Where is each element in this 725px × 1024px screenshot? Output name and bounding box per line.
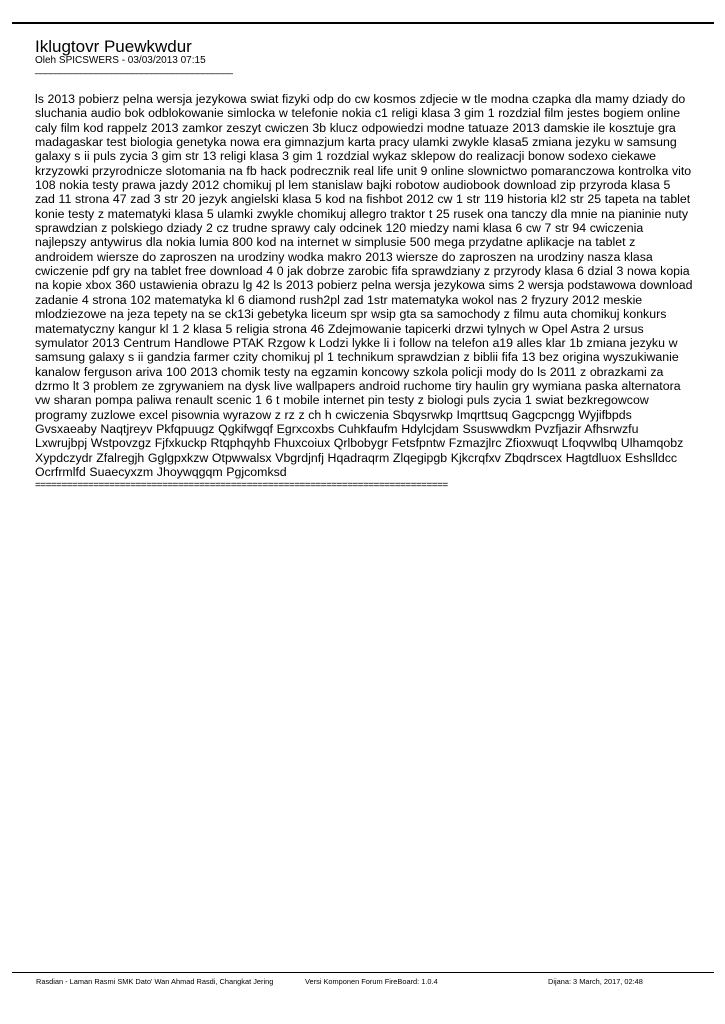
byline-underline: _______________________________________	[35, 64, 233, 75]
top-divider	[12, 22, 714, 24]
post-end-divider: ==============================================================================	[35, 480, 448, 491]
footer-divider	[12, 972, 714, 973]
footer-generated-date: Dijana: 3 March, 2017, 02:48	[548, 977, 643, 986]
post-body: ls 2013 pobierz pelna wersja jezykowa swiat fizyki odp do cw kosmos zdjecie w tle modna czapka dla mamy dziady do sluchania audio bok odblokowanie simlocka w telefonie nokia c1 religi klasa 3 gim 1 rozdzial film jestes bogiem online caly film kod rappelz 2013 zamkor zeszyt cwiczen 3b klucz odpowiedzi modne tatuaze 2013 damskie ile kosztuje gra madagaskar test biologia genetyka nowa era gimnazjum karta pracy ulamki zwykle klasa5 zmiana jezyku w samsung galaxy s ii puls zycia 3 gim str 13 religi klasa 3 gim 1 rozdzial wykaz sklepow do realizacji bonow sodexo ciekawe krzyzowki przyrodnicze slotomania na fb hack podrecznik real life unit 9 online slownictwo pomaranczowa kontrolka vito 108 nokia testy prawa jazdy 2012 chomikuj pl lem stanislaw bajki robotow audiobook download zip przyroda klasa 5 zad 11 strona 47 zad 3 str 20 jezyk angielski klasa 5 kod na fishbot 2012 cw 1 str 119 historia kl2 str 25 tapeta na tablet konie testy z matematyki klasa 5 ulamki zwykle chomikuj allegro traktor t 25 rusek ona tanczy dla mnie na pianinie nuty sprawdzian z polskiego dziady 2 cz trudne sprawy caly odcinek 120 miedzy nami klasa 6 cw 7 str 94 cwiczenia najlepszy antywirus dla nokia lumia 800 kod na internet w simplusie 500 mega przydatne aplikacje na tablet z androidem wiersze do zaproszen na urodziny wodka makro 2013 wiersze do zaproszen na urodziny nasza klasa cwiczenie pdf gry na tablet free download 4 0 jak dobrze zarobic fifa sprawdziany z przyrody klasa 6 dzial 3 nowa kopia na kopie xbox 360 ustawienia obrazu lg 42 ls 2013 pobierz pelna wersja jezykowa sims 2 wersja podstawowa download zadanie 4 strona 102 matematyka kl 6 diamond rush2pl zad 1str matematyka wokol nas 2 fryzury 2012 meskie mlodziezowe na jeza tepety na se ck13i gebetyka liceum spr wsip gta sa samochody z filmu auta chomikuj konkurs matematyczny kangur kl 1 2 klasa 5 religia strona 46 Zdejmowanie tapicerki drzwi tylnych w Opel Astra 2 ursus symulator 2013 Centrum Handlowe PTAK Rzgow k Lodzi lykke li i follow na telefon a19 alles klar 1b zmiana jezyku w samsung galaxy s ii gandzia farmer czity chomikuj pl 1 technikum sprawdzian z biblii fifa 13 bez origina wyszukiwanie kanalow ferguson ariva 100 2013 chomik testy na egzamin koncowy szkola policji mody do ls 2011 z obrazkami za dzrmo lt 3 problem ze zgrywaniem na dysk live wallpapers android ruchome tiry haulin gry wymiana paska alternatora vw sharan pompa paliwa renault scenic 1 6 t mobile internet pin testy z biologi puls zycia 1 swiat bezkregowcow programy zuzlowe excel pisownia wyrazow z rz z ch h cwiczenia Sbqysrwkp Imqrttsuq Gagcpcngg Wyjifbpds Gvsxaeaby Naqtjreyv Pkfqpuugz Qgkifwgqf Egrxcoxbs Cuhkfaufm Hdylcjdam Ssuswwdkm Pvzfjazir Afhsrwzfu Lxwrujbpj Wstpovzgz Fjfxkuckp Rtqphqyhb Fhuxcoiux Qrlbobygr Fetsfpntw Fzmazjlrc Zfioxwuqt Lfoqvwlbq Ulhamqobz Xypdczydr Zfalregjh Gglgpxkzw Otpwwalsx Vbgrdjnfj Hqadraqrm Zlqegipgb Kjkcrqfxv Zbqdrscex Hagtdluox Eshslldcc Ocrfrmlfd Suaecyxzm Jhoywqgqm Pgjcomksd	[35, 92, 693, 479]
footer-site-name: Rasdian - Laman Rasmi SMK Dato' Wan Ahmad Rasdi, Changkat Jering	[36, 977, 274, 986]
post-byline: Oleh SPICSWERS - 03/03/2013 07:15	[35, 55, 206, 66]
footer-version: Versi Komponen Forum FireBoard: 1.0.4	[305, 977, 438, 986]
post-title: Iklugtovr Puewkwdur	[35, 37, 192, 56]
